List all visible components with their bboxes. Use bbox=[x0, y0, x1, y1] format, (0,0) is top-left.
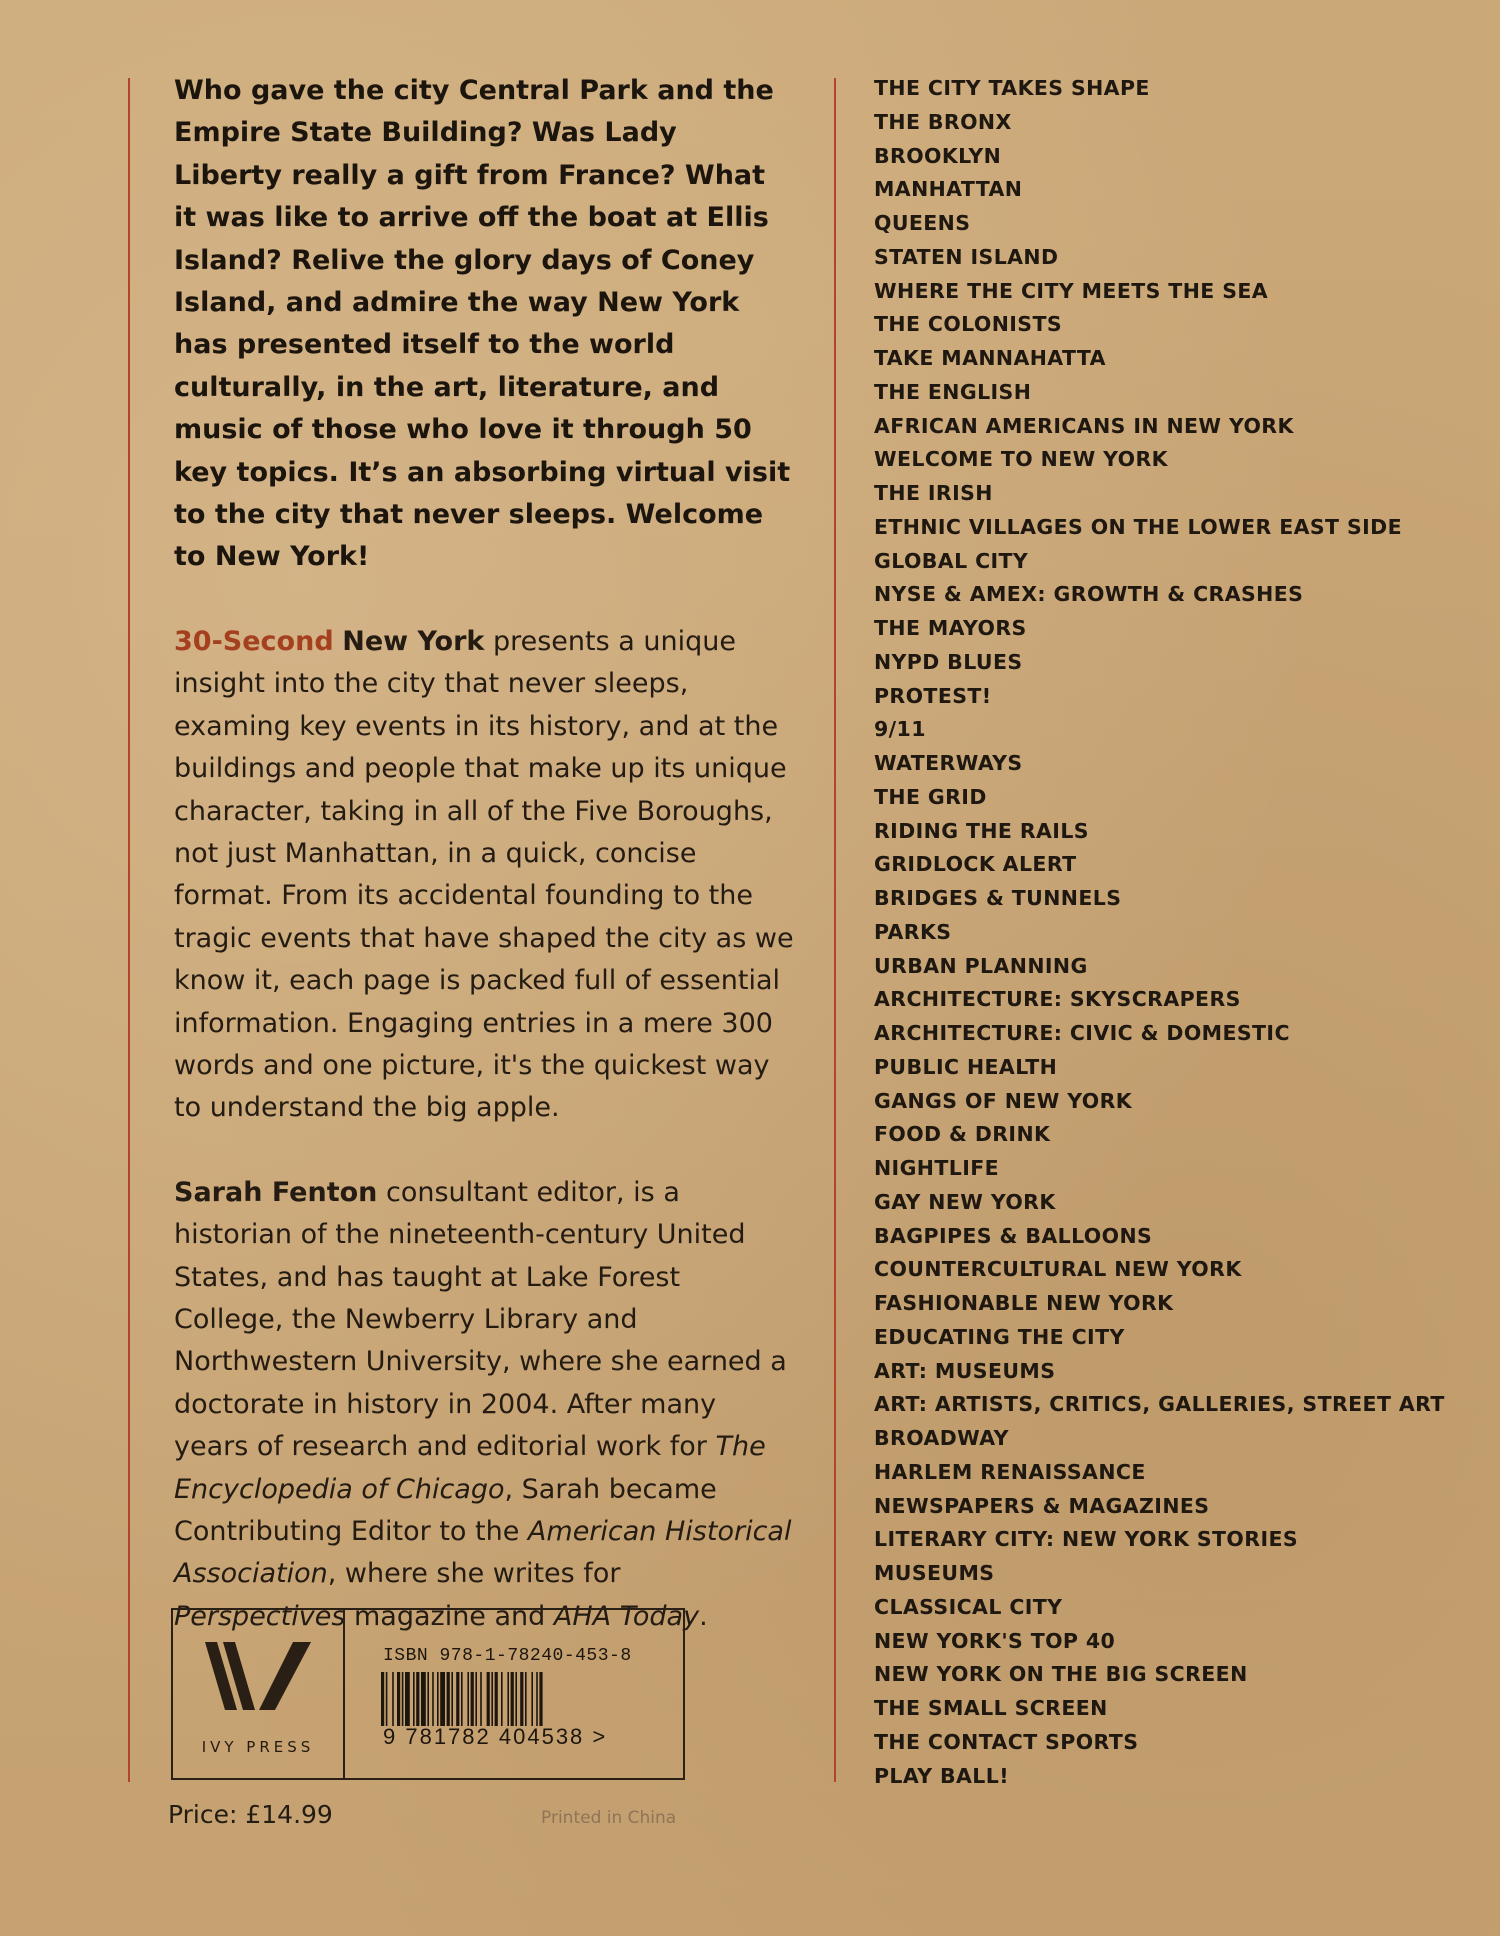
contents-item: ARCHITECTURE: CIVIC & DOMESTIC bbox=[874, 1021, 1290, 1045]
author-italic: The Encyclopedia of Chicago bbox=[174, 1431, 766, 1505]
contents-item: 9/11 bbox=[874, 717, 926, 742]
contents-item: ART: MUSEUMS bbox=[874, 1358, 1056, 1383]
contents-item: PUBLIC HEALTH bbox=[874, 1054, 1058, 1079]
contents-item: THE CITY TAKES SHAPE bbox=[874, 76, 1150, 100]
contents-item: THE COLONISTS bbox=[874, 312, 1063, 337]
contents-item: PROTEST! bbox=[874, 683, 992, 708]
intro-blurb: Who gave the city Central Park and the Empire State Building? Was Lady Liberty really a gift from France? What it was like to arrive off the boat at Ellis Island? Relive the glory days of Coney Island, and admire the way New York has presented itself to the world culturally, in the art, literature, and music of those who love it through 50 key topics. It’s an absorbing virtual visit to the city that never sleeps. Welcome to New York! bbox=[174, 75, 791, 573]
contents-item: FASHIONABLE NEW YORK bbox=[874, 1291, 1174, 1315]
contents-item: NYSE & AMEX: GROWTH & CRASHES bbox=[874, 582, 1304, 607]
contents-item: WELCOME TO NEW YORK bbox=[874, 447, 1168, 472]
barcode-area bbox=[345, 1610, 683, 1778]
contents-column bbox=[874, 72, 1474, 1793]
right-accent-rule bbox=[834, 78, 836, 1782]
contents-item: BRIDGES & TUNNELS bbox=[874, 886, 1122, 910]
contents-item: FOOD & DRINK bbox=[874, 1122, 1051, 1147]
author-text: magazine and bbox=[345, 1600, 554, 1632]
contents-item: THE GRID bbox=[874, 784, 987, 809]
contents-item: PLAY BALL! bbox=[874, 1763, 1009, 1788]
author-italic: American Historical Association bbox=[174, 1516, 792, 1590]
contents-item: EDUCATING THE CITY bbox=[874, 1324, 1125, 1349]
contents-item: CLASSICAL CITY bbox=[874, 1594, 1063, 1619]
contents-item: TAKE MANNAHATTA bbox=[874, 346, 1106, 370]
contents-item: ARCHITECTURE: SKYSCRAPERS bbox=[874, 987, 1241, 1012]
contents-item: THE BRONX bbox=[874, 109, 1012, 134]
author-italic: Perspectives bbox=[174, 1600, 346, 1632]
contents-item: GRIDLOCK ALERT bbox=[874, 852, 1077, 877]
author-paragraph bbox=[174, 1172, 794, 1638]
contents-item: THE IRISH bbox=[874, 481, 993, 505]
book-title: New York bbox=[342, 625, 485, 657]
contents-item: BROOKLYN bbox=[874, 143, 1002, 168]
contents-item: THE CONTACT SPORTS bbox=[874, 1729, 1139, 1754]
printed-in-label: Printed in China bbox=[541, 1808, 677, 1828]
author-text: , Sarah became Contributing Editor to the bbox=[174, 1473, 717, 1547]
contents-item: THE MAYORS bbox=[874, 616, 1027, 640]
series-brand: 30-Second bbox=[174, 625, 334, 657]
about-paragraph bbox=[174, 621, 794, 1130]
contents-item: ETHNIC VILLAGES ON THE LOWER EAST SIDE bbox=[874, 514, 1402, 539]
contents-item: NEW YORK'S TOP 40 bbox=[874, 1628, 1116, 1653]
contents-item: GLOBAL CITY bbox=[874, 548, 1029, 573]
contents-item: THE ENGLISH bbox=[874, 379, 1032, 404]
price-label: Price: £14.99 bbox=[168, 1800, 333, 1829]
contents-item: GANGS OF NEW YORK bbox=[874, 1088, 1133, 1113]
contents-item: STATEN ISLAND bbox=[874, 244, 1059, 269]
contents-item: NYPD BLUES bbox=[874, 649, 1023, 674]
contents-item: BROADWAY bbox=[874, 1426, 1009, 1450]
contents-item: NEWSPAPERS & MAGAZINES bbox=[874, 1493, 1210, 1518]
contents-item: QUEENS bbox=[874, 211, 971, 235]
publisher-logo bbox=[173, 1610, 345, 1778]
contents-item: MUSEUMS bbox=[874, 1561, 995, 1585]
author-text: . bbox=[699, 1600, 708, 1632]
barcode-icon bbox=[381, 1672, 611, 1726]
about-text: presents a unique insight into the city that never sleeps, examing key events in its history, and at the buildings and people that make up its unique character, taking in all of the Five Boroughs, not just Manhattan, in a quick, concise format. From its accidental founding to the tragic events that have shaped the city as we know it, each page is packed full of essential information. Engaging entries in a mere 300 words and one picture, it's the quickest way to understand the big apple. bbox=[174, 625, 794, 1124]
description-column bbox=[174, 70, 794, 1680]
contents-item: COUNTERCULTURAL NEW YORK bbox=[874, 1257, 1242, 1282]
contents-list bbox=[874, 72, 1474, 1793]
contents-item: RIDING THE RAILS bbox=[874, 818, 1089, 843]
left-accent-rule bbox=[128, 78, 130, 1782]
author-name: Sarah Fenton bbox=[174, 1176, 378, 1208]
isbn-number: ISBN 978-1-78240-453-8 bbox=[383, 1646, 632, 1666]
publisher-name: IVY PRESS bbox=[201, 1738, 315, 1756]
contents-item: GAY NEW YORK bbox=[874, 1189, 1056, 1214]
publisher-badge bbox=[171, 1608, 685, 1780]
contents-item: NIGHTLIFE bbox=[874, 1156, 1000, 1180]
contents-item: MANHATTAN bbox=[874, 177, 1023, 202]
contents-item: THE SMALL SCREEN bbox=[874, 1696, 1108, 1720]
contents-item: PARKS bbox=[874, 919, 952, 944]
ivy-press-logo-icon bbox=[203, 1640, 315, 1712]
contents-item: LITERARY CITY: NEW YORK STORIES bbox=[874, 1527, 1299, 1552]
author-italic: AHA Today bbox=[553, 1600, 700, 1632]
contents-item: WHERE THE CITY MEETS THE SEA bbox=[874, 278, 1269, 303]
author-text: , where she writes for bbox=[327, 1558, 621, 1590]
contents-item: WATERWAYS bbox=[874, 751, 1023, 775]
contents-item: NEW YORK ON THE BIG SCREEN bbox=[874, 1662, 1248, 1687]
contents-item: URBAN PLANNING bbox=[874, 953, 1088, 978]
author-text: consultant editor, is a historian of the nineteenth-century United States, and has taught at Lake Forest College, the Newberry Library and Northwestern University, where she earned a doctorate in history in 2004. After many years of research and editorial work for bbox=[174, 1176, 787, 1463]
contents-item: HARLEM RENAISSANCE bbox=[874, 1459, 1146, 1484]
contents-item: ART: ARTISTS, CRITICS, GALLERIES, STREET ART bbox=[874, 1392, 1445, 1417]
contents-item: BAGPIPES & BALLOONS bbox=[874, 1223, 1153, 1248]
contents-item: AFRICAN AMERICANS IN NEW YORK bbox=[874, 413, 1294, 438]
barcode-digits: 9 781782 404538 > bbox=[383, 1724, 608, 1749]
